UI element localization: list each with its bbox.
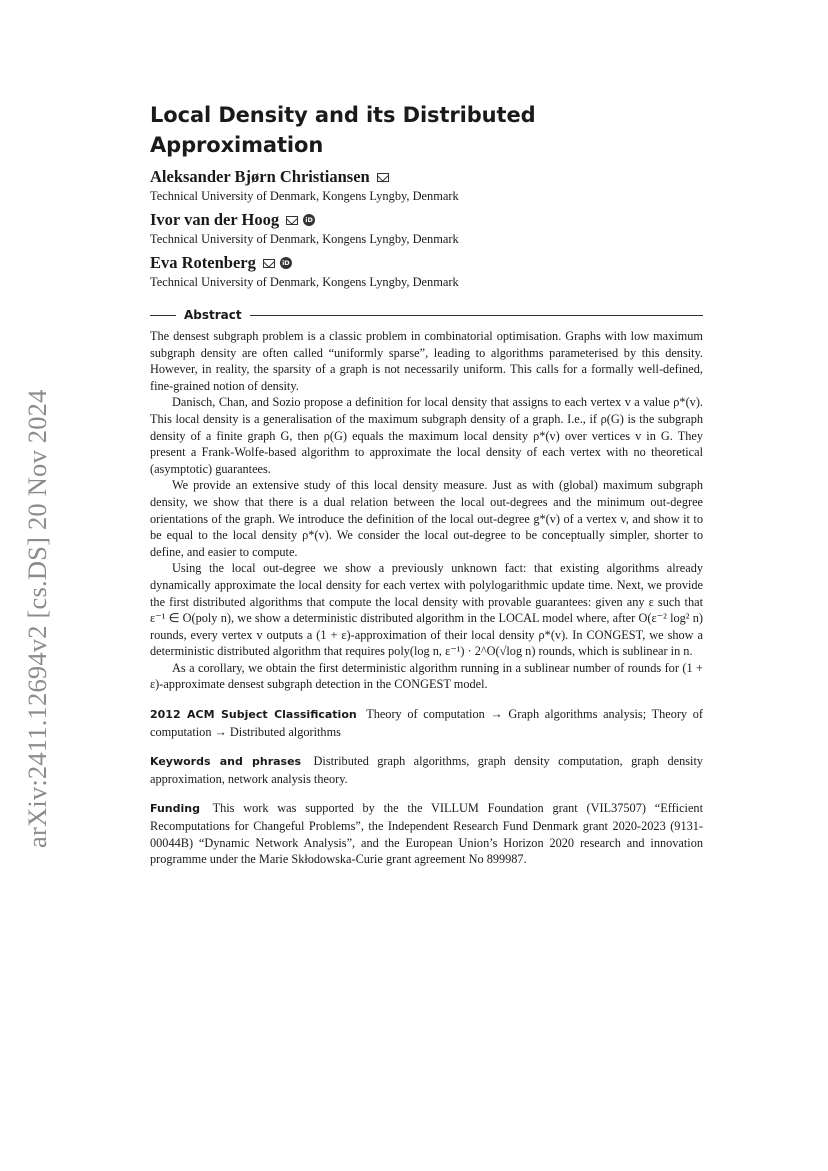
paper-content — [150, 100, 703, 868]
author-affiliation: Technical University of Denmark, Kongens Lyngby, Denmark — [150, 189, 459, 203]
keywords-label: Keywords and phrases — [150, 755, 302, 769]
funding-label: Funding — [150, 802, 200, 816]
abstract-paragraph: As a corollary, we obtain the first deterministic algorithm running in a sublinear number of rounds for (1 + ε)-approximate densest subgraph detection in the CONGEST model. — [150, 660, 703, 692]
abstract-paragraph: We provide an extensive study of this local density measure. Just as with (global) maximum subgraph density, we show that there is a dual relation between the local out-degrees and the minimum out-degree orientations of the graph. We introduce the definition of the local out-degree g*(v) of a vertex v, and show it to be equal to the local density ρ*(v). We consider the local out-degree to be conceptually simpler, shorter to define, and easier to compute. — [150, 478, 703, 559]
abstract-paragraph: Using the local out-degree we show a previously unknown fact: that existing algorithms already dynamically approximate the local density for each vertex with polylogarithmic update time. Next, we provide the first distributed algorithms that compute the local density with provable guarantees: given any ε such that ε⁻¹ ∈ O(poly n), we show a deterministic distributed algorithm in the LOCAL model where, after O(ε⁻² log² n) rounds, every vertex v outputs a (1 + ε)-approximation of their local density ρ*(v). In CONGEST, we show a deterministic distributed algorithm that requires poly(log n, ε⁻¹) · 2^O(√log n) rounds, which is sublinear in n. — [150, 561, 703, 659]
envelope-icon[interactable] — [263, 259, 275, 268]
author-block — [150, 252, 703, 291]
abstract-paragraph: Danisch, Chan, and Sozio propose a definition for local density that assigns to each vertex v a value ρ*(v). This local density is a generalisation of the maximum subgraph density of a graph. I.e., if ρ(G) is the subgraph density of a finite graph G, then ρ(G) equals the maximum local density ρ*(v) over vertices v in G. They present a Frank-Wolfe-based algorithm to approximate the local density of each vertex with no theoretical (asymptotic) guarantees. — [150, 395, 703, 476]
acm-label: 2012 ACM Subject Classification — [150, 708, 357, 722]
author-name-row — [150, 166, 703, 188]
envelope-icon[interactable] — [377, 173, 389, 182]
author-name: Ivor van der Hoog — [150, 210, 280, 229]
author-name-row — [150, 209, 703, 231]
abstract-paragraph: The densest subgraph problem is a classic problem in combinatorial optimisation. Graphs with low maximum subgraph density are often called “uniformly sparse”, leading to algorithms parameterised by this density. However, in reality, the sparsity of a graph is not necessarily uniform. This calls for a formally well-defined, fine-grained notion of density. — [150, 329, 703, 393]
paper-title: Local Density and its Distributed Approximation — [150, 103, 536, 157]
acm-text: Theory of computation → Graph algorithms analysis; Theory of computation → Distributed algorithms — [150, 707, 703, 739]
envelope-icon[interactable] — [286, 216, 298, 225]
arxiv-stamp: arXiv:2411.12694v2 [cs.DS] 20 Nov 2024 — [22, 389, 52, 848]
abstract-heading-rule — [150, 306, 703, 324]
acm-classification — [150, 706, 703, 740]
keywords-text: Distributed graph algorithms, graph density computation, graph density approximation, network analysis theory. — [150, 754, 704, 786]
author-affiliation: Technical University of Denmark, Kongens Lyngby, Denmark — [150, 275, 459, 289]
funding-text: This work was supported by the the VILLUM Foundation grant (VIL37507) “Efficient Recomputations for Changeful Problems”, the Independent Research Fund Denmark grant 2020-2023 (9131-00044B) “Dynamic Network Analysis”, and the European Union’s Horizon 2020 research and innovation programme under the Marie Skłodowska-Curie grant agreement No 899987. — [150, 801, 703, 867]
author-affiliation: Technical University of Denmark, Kongens Lyngby, Denmark — [150, 232, 459, 246]
keywords — [150, 753, 703, 787]
orcid-icon[interactable]: iD — [280, 257, 292, 269]
author-block — [150, 166, 703, 205]
abstract-heading: Abstract — [184, 308, 242, 322]
orcid-icon[interactable]: iD — [303, 214, 315, 226]
author-name-row — [150, 252, 703, 274]
rule-right — [250, 315, 703, 316]
funding — [150, 800, 703, 867]
author-block — [150, 209, 703, 248]
author-name: Eva Rotenberg — [150, 253, 256, 272]
author-name: Aleksander Bjørn Christiansen — [150, 167, 370, 186]
abstract-body — [150, 328, 703, 693]
rule-left — [150, 315, 176, 316]
